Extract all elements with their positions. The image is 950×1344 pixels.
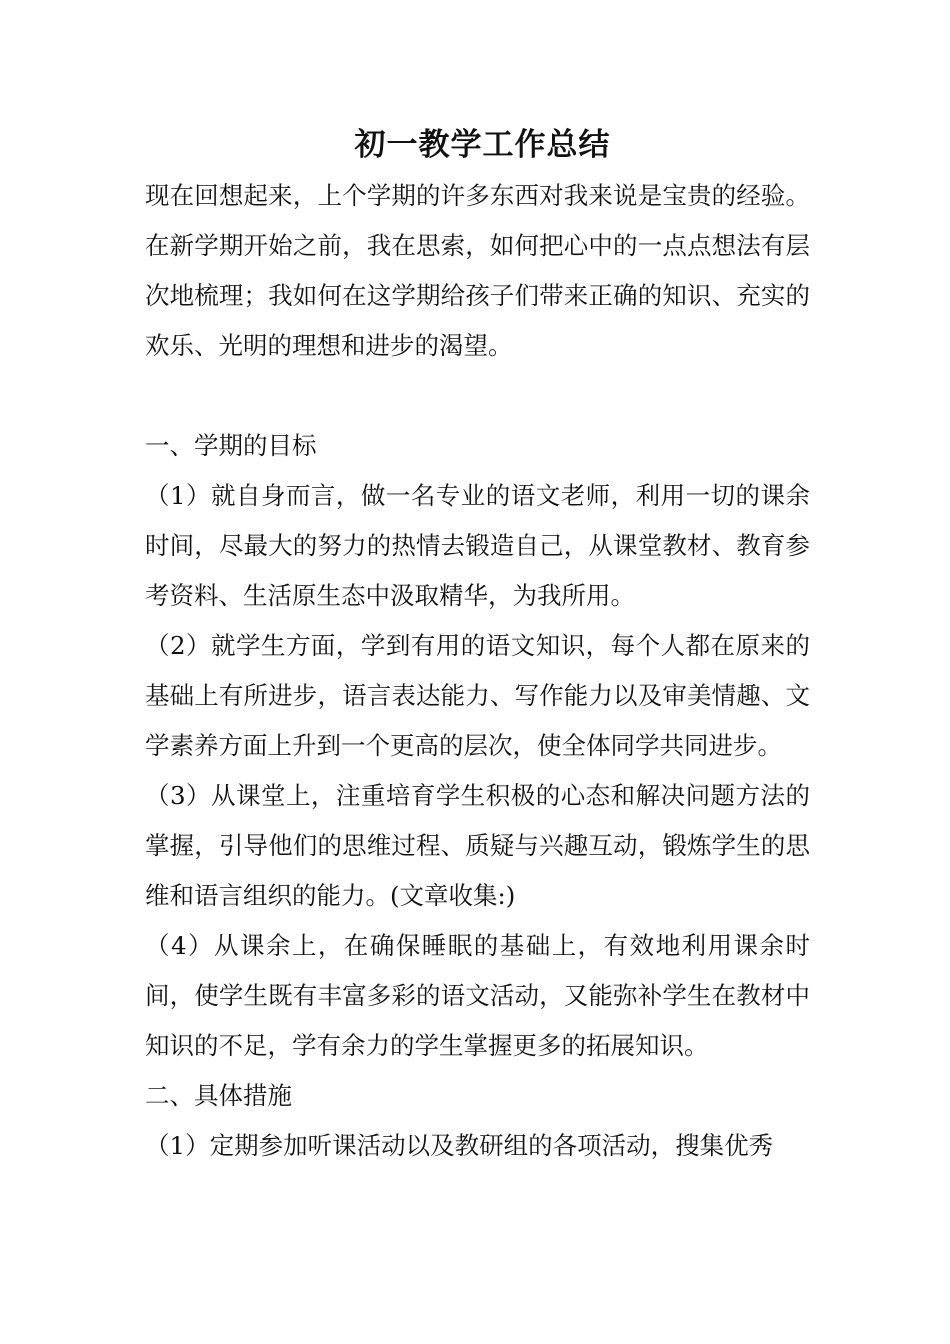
section-1-item-1: （1）就自身而言，做一名专业的语文老师，利用一切的课余时间，尽最大的努力的热情去锻造自己，从课堂教材、教育参考资料、生活原生态中汲取精华，为我所用。	[145, 481, 810, 610]
paragraph-spacer	[145, 371, 810, 421]
section-2-heading: 二、具体措施	[145, 1081, 292, 1110]
section-1-item-4: （4）从课余上，在确保睡眠的基础上，有效地利用课余时间，使学生既有丰富多彩的语文活动，又能弥补学生在教材中知识的不足，学有余力的学生掌握更多的拓展知识。	[145, 931, 810, 1060]
section-1-item-2: （2）就学生方面，学到有用的语文知识，每个人都在原来的基础上有所进步，语言表达能力、写作能力以及审美情趣、文学素养方面上升到一个更高的层次，使全体同学共同进步。	[145, 631, 810, 760]
section-1-item-3: （3）从课堂上，注重培育学生积极的心态和解决问题方法的掌握，引导他们的思维过程、质疑与兴趣互动，锻炼学生的思维和语言组织的能力。(文章收集:)	[145, 781, 810, 910]
section-1-heading: 一、学期的目标	[145, 431, 317, 460]
intro-paragraph: 现在回想起来，上个学期的许多东西对我来说是宝贵的经验。在新学期开始之前，我在思索，如何把心中的一点点想法有层次地梳理；我如何在这学期给孩子们带来正确的知识、充实的欢乐、光明的理想和进步的渴望。	[145, 181, 810, 360]
section-2-item-1: （1）定期参加听课活动以及教研组的各项活动，搜集优秀	[145, 1131, 774, 1160]
document-title: 初一教学工作总结	[354, 127, 611, 163]
document-page	[145, 125, 810, 1171]
